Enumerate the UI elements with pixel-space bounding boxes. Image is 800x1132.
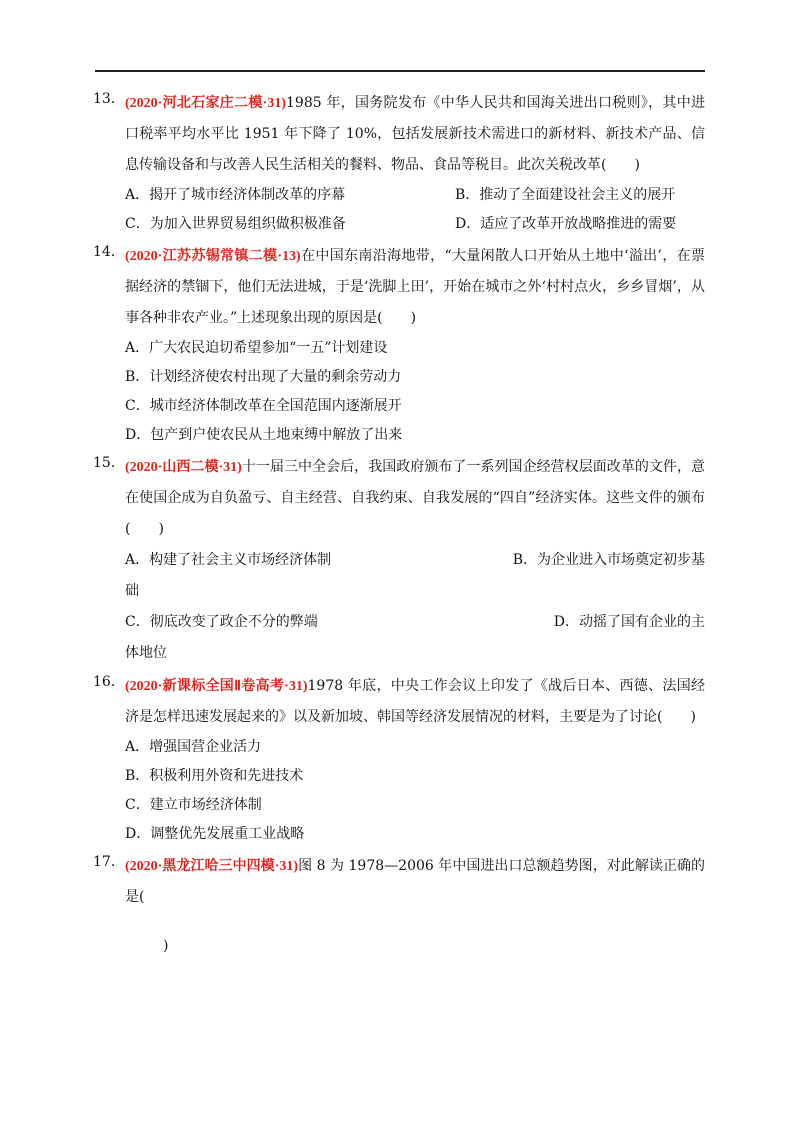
question-15 — [95, 452, 705, 669]
option-c[interactable]: C．城市经济体制改革在全国范围内逐渐展开 — [125, 398, 402, 414]
question-13 — [95, 88, 705, 239]
option-d[interactable]: D．包产到户使农民从土地束缚中解放了出来 — [125, 427, 403, 443]
question-source: (2020·河北石家庄二模·31) — [125, 96, 287, 111]
option-d[interactable]: D．动摇了国有企业的主 — [553, 614, 705, 630]
option-b[interactable]: B．计划经济使农村出现了大量的剩余劳动力 — [125, 369, 402, 385]
question-stem: 十一届三中全会后，我国政府颁布了一系列国企经营权层面改革的文件，意在使国企成为自负盈亏、自主经营、自我约束、自我发展的“四自”经济实体。这些文件的颁布( ) — [125, 459, 705, 537]
option-a[interactable]: A．构建了社会主义市场经济体制 — [125, 552, 332, 568]
question-stem-tail: ) — [163, 938, 169, 954]
option-b[interactable]: B．积极利用外资和先进技术 — [125, 768, 304, 784]
question-14 — [95, 241, 705, 450]
option-a[interactable]: A．揭开了城市经济体制改革的序幕 — [125, 187, 346, 203]
question-source: (2020·山西二模·31) — [125, 460, 242, 475]
option-row — [125, 545, 705, 607]
question-number: 16． — [93, 674, 125, 690]
header-rule — [95, 70, 705, 72]
option-d[interactable]: D．适应了改革开放战略推进的需要 — [455, 216, 677, 232]
question-stem: 1985 年，国务院发布《中华人民共和国海关进出口税则》，其中进口税率平均水平比 1951 年下降了 10%，包括发展新技术需进口的新材料、新技术产品、信息传输设备和与改善人民生活相关的餐料、物品、食品等税目。此次关税改革( ) — [125, 95, 706, 173]
option-b[interactable]: B．推动了全面建设社会主义的展开 — [455, 187, 676, 203]
option-a[interactable]: A．增强国营企业活力 — [125, 739, 262, 755]
option-row — [125, 210, 705, 239]
question-stem: 1978 年底，中央工作会议上印发了《战后日本、西德、法国经济是怎样迅速发展起来的》以及新加坡、韩国等经济发展情况的材料，主要是为了讨论( ) — [125, 678, 705, 725]
question-stem: 图 8 为 1978—2006 年中国进出口总额趋势图，对此解读正确的是( — [125, 858, 705, 905]
question-17 — [95, 851, 705, 962]
option-row — [125, 181, 705, 210]
question-16 — [95, 671, 705, 849]
question-number: 15． — [93, 455, 125, 471]
option-c[interactable]: C．为加入世界贸易组织做积极准备 — [125, 216, 346, 232]
question-number: 17． — [93, 854, 125, 870]
option-row — [125, 607, 705, 669]
option-c[interactable]: C．彻底改变了政企不分的弊端 — [125, 614, 318, 630]
option-d-continued: 体地位 — [125, 645, 167, 661]
option-c[interactable]: C．建立市场经济体制 — [125, 797, 262, 813]
question-sheet — [95, 88, 705, 962]
option-a[interactable]: A．广大农民迫切希望参加“一五”计划建设 — [125, 340, 388, 356]
question-source: (2020·江苏苏锡常镇二模·13) — [125, 249, 301, 264]
question-number: 14． — [93, 244, 125, 260]
option-d[interactable]: D．调整优先发展重工业战略 — [125, 826, 305, 842]
question-source: (2020·新课标全国Ⅱ卷高考·31) — [125, 679, 308, 694]
question-number: 13． — [93, 91, 125, 107]
question-source: (2020·黑龙江哈三中四模·31) — [125, 859, 299, 874]
option-b[interactable]: B．为企业进入市场奠定初步基 — [512, 552, 705, 568]
question-stem: 在中国东南沿海地带，“大量闲散人口开始从土地中‘溢出’，在票据经济的禁锢下，他们无法进城，于是‘洗脚上田’，开始在城市之外‘村村点火，乡乡冒烟’，从事各种非农产业。”上述现象出现的原因是( ) — [125, 248, 705, 326]
option-b-continued: 础 — [125, 583, 139, 599]
